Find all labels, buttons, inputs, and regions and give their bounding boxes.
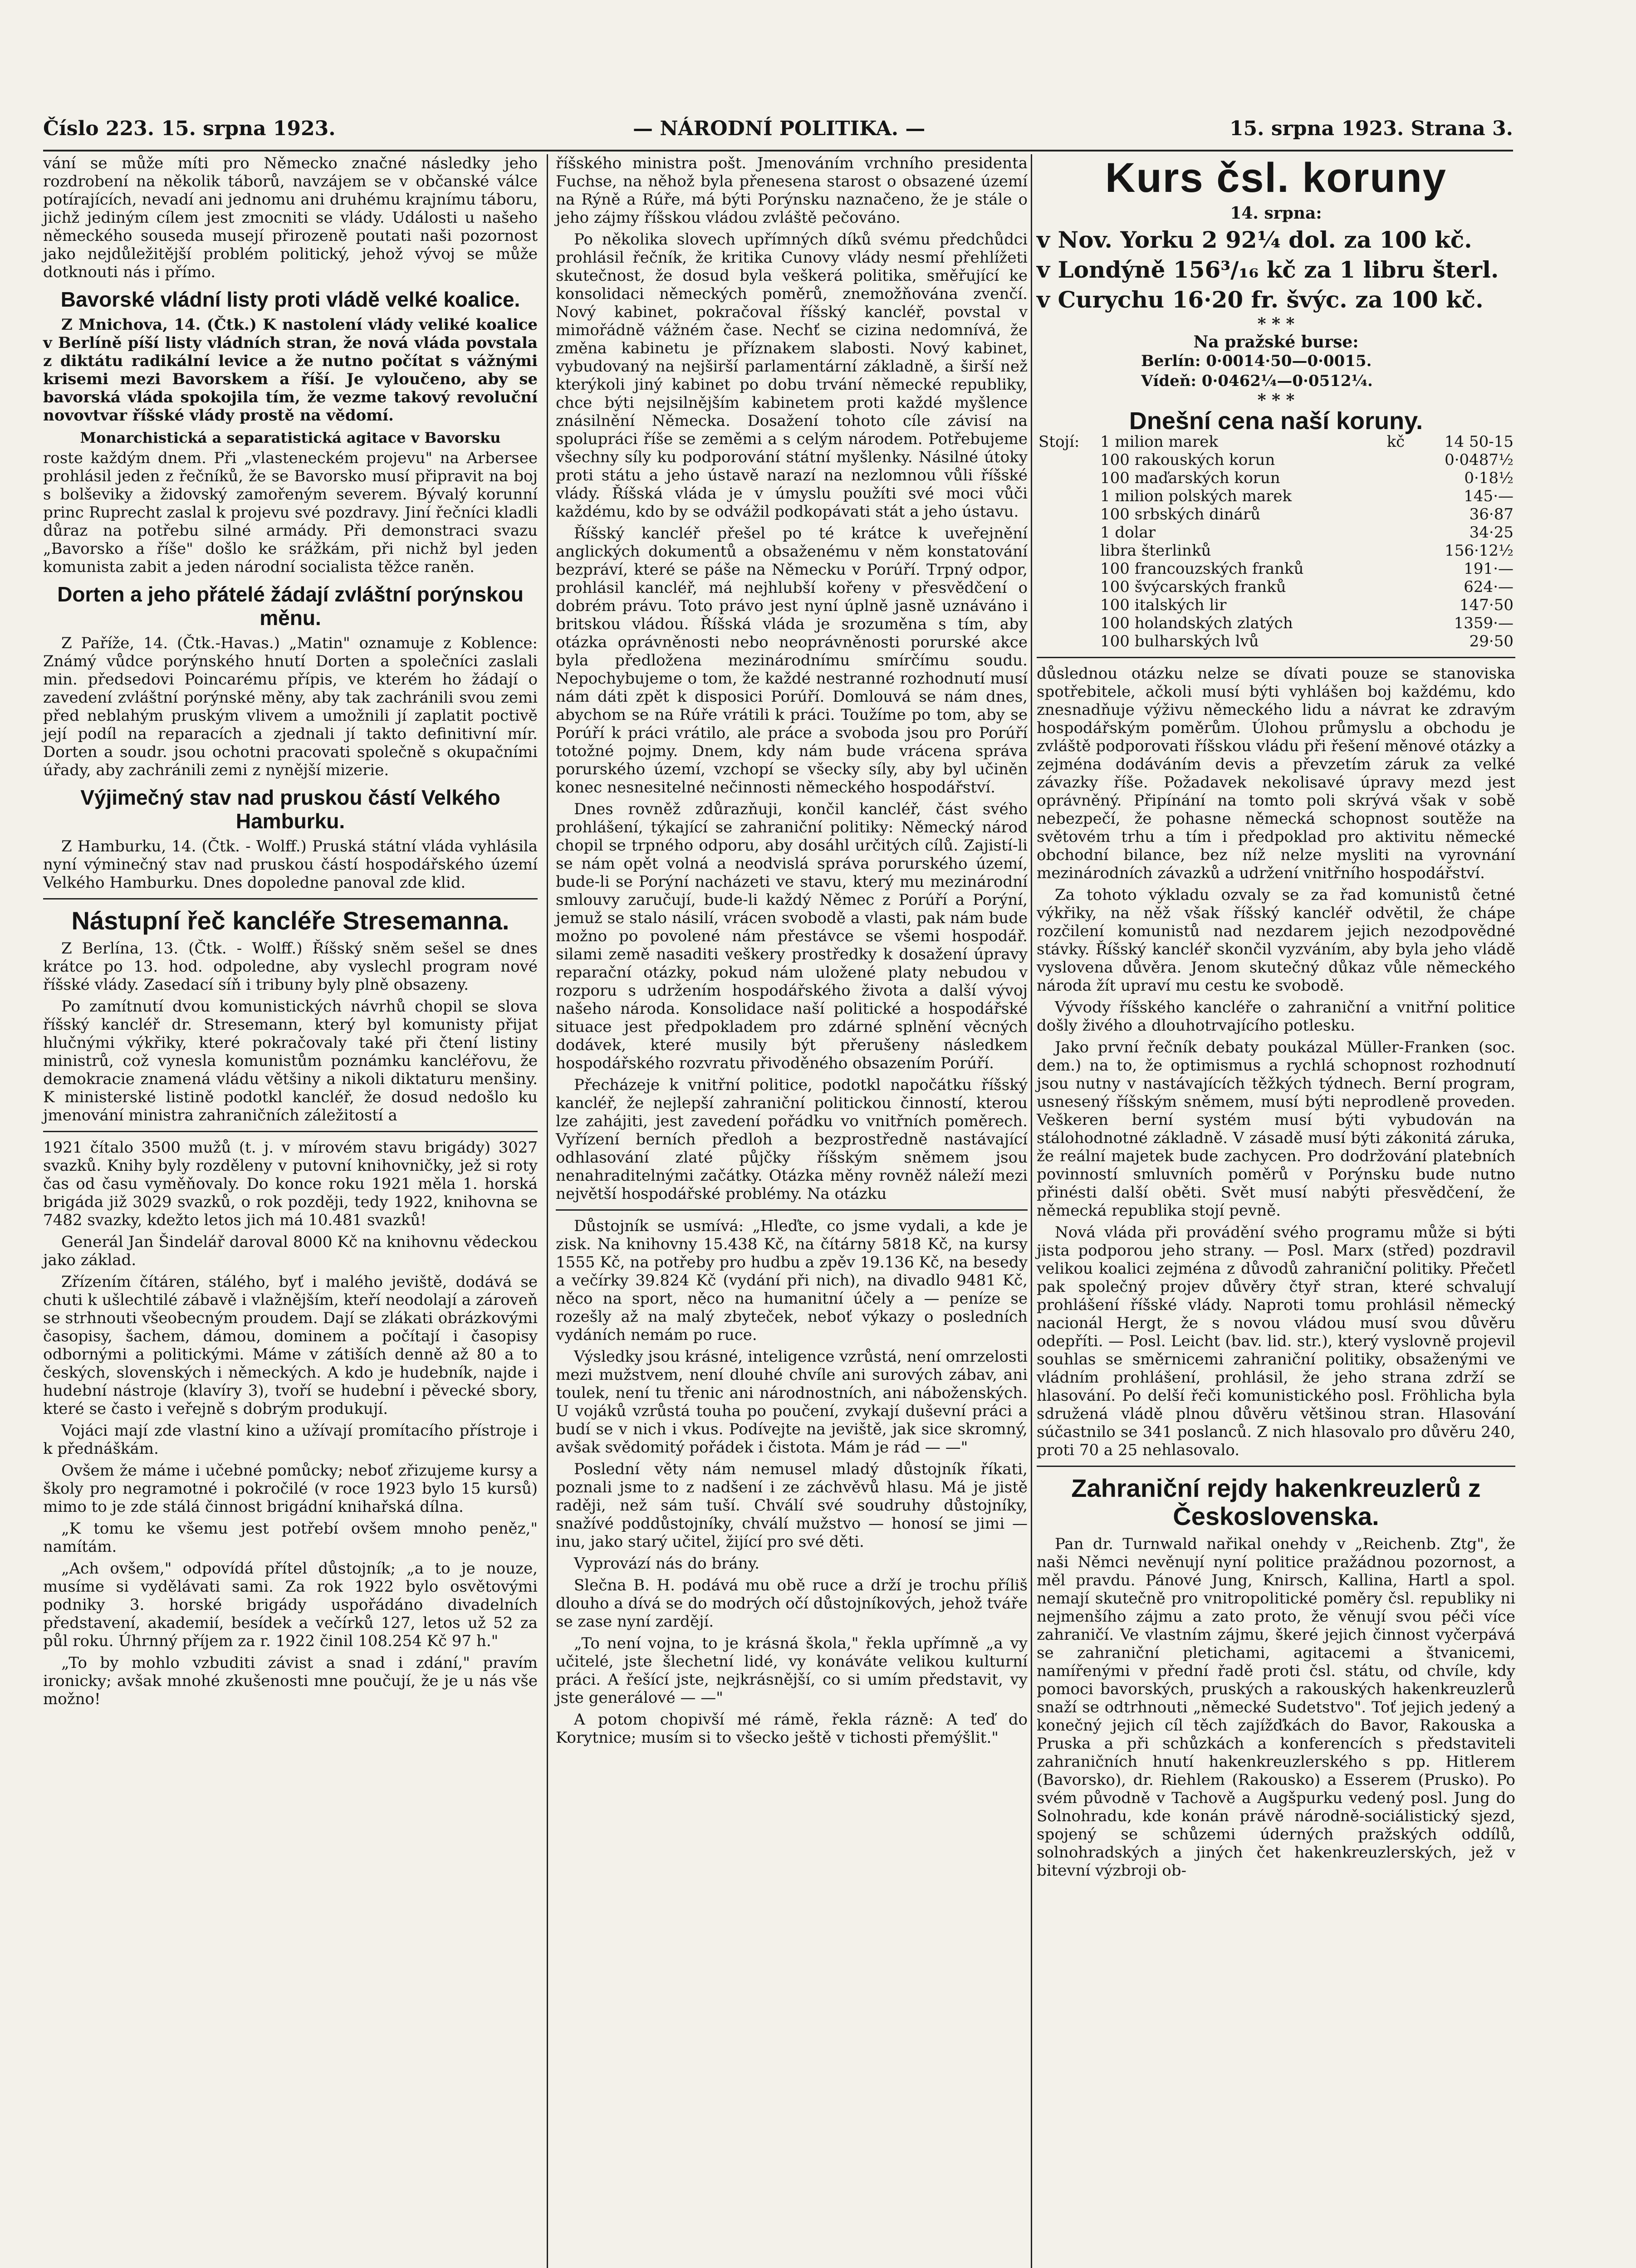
headline: Zahraniční rejdy hakenkreuzlerů z Československa. xyxy=(1071,1474,1481,1530)
subheadline: Monarchistická a separatistická agitace v Bavorsku xyxy=(80,429,501,446)
rates-item: 100 švýcarských franků xyxy=(1100,578,1286,596)
rates-item: 100 francouzských franků xyxy=(1100,560,1304,578)
rates-row xyxy=(1037,433,1515,451)
column-3 xyxy=(1037,154,1515,1883)
header-date-page: 15. srpna 1923. Strana 3. xyxy=(1229,117,1513,140)
paragraph: „To by mohlo vzbuditi závist a snad i zdání," pravím ironicky; avšak mnohé zkušenosti mne poučují, že je u nás vše možno! xyxy=(43,1654,538,1708)
rates-stoji xyxy=(1037,578,1098,596)
column-rule xyxy=(547,154,548,2268)
rates-item: libra šterlinků xyxy=(1100,542,1211,560)
rates-value: 624·— xyxy=(1464,578,1514,596)
paragraph: Jako první řečník debaty poukázal Müller-Franken (soc. dem.) na to, že optimismus a rychlá schopnost rozhodnutí jsou nutny v nastávajících těžkých týdnech. Berní program, usnesený říšským sněmem, musí býti neprodleně proveden. Veškeren berní systém musí býti vybudován na stálohodnotné základně. V zásadě musí býti zákonitá záruka, že reální majetek bude zachycen. Pro dodržování platebních povinností smluvních poměrů v Porýnsku bude nutno přinésti další oběti. Svět musí nabýti přesvědčení, že německá republika stojí pevně. xyxy=(1037,1038,1515,1220)
rates-value: 14 50-15 xyxy=(1444,433,1514,451)
rates-stoji xyxy=(1037,487,1098,505)
paragraph: Důstojník se usmívá: „Hleďte, co jsme vydali, a kde je zisk. Na knihovny 15.438 Kč, na čítárny 5818 Kč, na kursy 1555 Kč, na potřeby pro hudbu a zpěv 19.136 Kč, na besedy a večírky 39.824 Kč (vydání při nich), na divadlo 9481 Kč, něco na sport, něco na humanitní účely a — peníze se rozešly až na malý zbyteček, neboť výkazy o posledních vydáních nemám po ruce. xyxy=(556,1217,1028,1344)
rates-value: 1359·— xyxy=(1454,614,1514,632)
exchange-rate-line: v Nov. Yorku 2 92¼ dol. za 100 kč. xyxy=(1037,226,1472,253)
paragraph: 1921 čítalo 3500 mužů (t. j. v mírovém stavu brigády) 3027 svazků. Knihy byly rozděleny v putovní knihovničky, jež si roty čas od času vyměňovaly. Do konce roku 1921 měla 1. horská brigáda již 3029 svazků, o rok později, tedy 1922, knihovna se 7482 svazky, kdežto letos jich má 10.481 svazků! xyxy=(43,1139,538,1229)
paragraph: Přecházeje k vnitřní politice, podotkl napočátku říšský kancléř, že nejlepší zahraniční politickou činností, kterou lze zahájiti, jest zavedení pořádku vo vnitřních poměrech. Vyřízení berních předloh a bezprostředně nastávající odhlasování zlaté půjčky říšským sněmem jsou nenahraditelnými začátky. Otázka měny rovněž náleží mezi největší hospodářské problémy. Na otázku xyxy=(556,1076,1028,1203)
rates-value: 34·25 xyxy=(1469,523,1514,542)
paragraph: Generál Jan Šindelář daroval 8000 Kč na knihovnu vědeckou jako základ. xyxy=(43,1233,538,1269)
page-header xyxy=(43,109,1513,152)
rates-row xyxy=(1037,505,1515,523)
rates-stoji xyxy=(1037,505,1098,523)
paragraph: Výsledky jsou krásné, inteligence vzrůstá, není omrzelosti mezi mužstvem, není dlouhé chvíle ani surových zábav, ani toulek, není tu třenic ani národnostních, ani náboženských. U vojáků vzrůstá touha po poučení, zvykají duševní práci a budí se v nich i vkus. Podívejte na jeviště, jak sice skromný, avšak svědomitý pořádek i čistota. Mám je rád — —" xyxy=(556,1348,1028,1457)
rates-value: 191·— xyxy=(1464,560,1514,578)
paragraph: Po zamítnutí dvou komunistických návrhů chopil se slova říšský kancléř dr. Stresemann, který byl komunisty přijat hlučnými výkřiky, které pokračovaly také při čtení listiny ministrů, což vynesla komunistům poznámku kancléřovu, že demokracie znamená vládu většiny a nikoli diktaturu menšiny. K ministerské listině podotkl kancléř, že dosud nedošlo ku jmenování ministra zahraničních záležitostí a xyxy=(43,997,538,1124)
paragraph: Z Mnichova, 14. (Čtk.) K nastolení vlády veliké koalice v Berlíně píší listy vládních stran, že nová vláda povstala z diktátu radikální levice a že nutno počítat s vážnými krisemi mezi Bavorskem a říší. Je vyloučeno, aby se bavorská vláda spokojila tím, že vezme takový revoluční novovtvar říšské vlády prostě na vědomí. xyxy=(43,316,538,425)
rates-value: 29·50 xyxy=(1469,632,1514,650)
rates-stoji xyxy=(1037,632,1098,650)
rates-unit xyxy=(1385,596,1415,614)
rates-value: 36·87 xyxy=(1469,505,1514,523)
paragraph: Z Paříže, 14. (Čtk.-Havas.) „Matin" oznamuje z Koblence: Známý vůdce porýnského hnutí Dorten a společníci zaslali min. předsedovi Poincarému přípis, ve kterém ho žádají o zavedení zvláštní porýnské měny, aby tak zachránili svou zemi před neblahým pruským vlivem a umožnili jí zaplatit poctivě její podíl na reparacích a zjednali jí takto definitivní mír. Dorten a soudr. jsou ochotni pracovati společně s okupačními úřady, aby zachránili zemi z nynější mizerie. xyxy=(43,634,538,779)
column-rule xyxy=(1031,154,1032,2268)
divider xyxy=(43,898,538,899)
rates-item: 100 rakouských korun xyxy=(1100,451,1275,469)
burse-title: Na pražské burse: xyxy=(1193,332,1359,352)
paragraph: Pan dr. Turnwald nařikal onehdy v „Reichenb. Ztg", že naši Němci nevěnují nyní politice pražádnou pozornost, a měl pravdu. Pánové Jung, Knirsch, Kallina, Hartl a spol. nemají skutečně pro vnitropolitické poměry čsl. republiky ni nejmenšího zájmu a zato proto, že věnují svou péči více zahraničí. Ve vlastním zájmu, škeré jejich činnost vyčerpává se zahraniční pletichami, agitacemi a štvanicemi, namířenými v přední řadě proti čsl. státu, od chvíle, kdy pomoci bavorských, pruských a rakouských hakenkreuzlerů snaží se odtrhnouti „německé Sudetstvo". Toť jejich jedený a konečný jejich cíl těch zajížďkách do Bavor, Rakouska a Pruska a při schůzkách a konferencích s představiteli zahraničních hnutí hakenkreuzlerského s pp. Hitlerem (Bavorsko), dr. Riehlem (Rakousko) a Esserem (Prusko). Po svém původně v Tachově a Augšpurku vedený posl. Jung do Solnohradu, kde konán právě národně-sociálistický sjezd, spojený se schůzemi úderných pražských oddílů, solnohradských a jiných čet hakenkreuzlerských, jež v bitevní výzbroji ob- xyxy=(1037,1535,1515,1880)
rates-unit xyxy=(1385,487,1415,505)
rates-item: 100 bulharských lvů xyxy=(1100,632,1259,650)
paragraph: roste každým dnem. Při „vlasteneckém projevu" na Arbersee prohlásil jeden z řečníků, že se Bavorsko musí připravit na boj s bolševiky a židovský zamořeným severem. Bývalý korunní princ Ruprecht zaslal k projevu své pozdravy. Jiní řečníci kladli důraz na potřebu silné armády. Při demonstraci svazu „Bavorsko a říše" došlo ke srážkám, při nichž byl jeden komunista zabit a jeden národní socialista těžce raněn. xyxy=(43,449,538,576)
rates-item: 100 italských lir xyxy=(1100,596,1227,614)
rates-stoji xyxy=(1037,596,1098,614)
rates-value: 145·— xyxy=(1464,487,1514,505)
rates-unit xyxy=(1385,560,1415,578)
paragraph: „K tomu ke všemu jest potřebí ovšem mnoho peněz," namítám. xyxy=(43,1520,538,1556)
paragraph: Vojáci mají zde vlastní kino a užívají promítacího přístroje i k přednáškám. xyxy=(43,1422,538,1458)
paragraph: „To není vojna, to je krásná škola," řekla upřímně „a vy učitelé, jste šlechetní lidé, vy konáváte velikou kulturní práci. A řešící jste, nejkrásnější, co si umím představit, vy jste generálové — —" xyxy=(556,1634,1028,1707)
column-2 xyxy=(556,154,1028,1750)
currency-box-date: 14. srpna: xyxy=(1230,204,1322,223)
paragraph: Říšský kancléř přešel po té krátce k uveřejnění anglických dokumentů a obsaženému v něm konstatování bezpráví, které se páše na Německu v Porúří. Trpný odpor, prohlásil kancléř, má nejhlubší kořeny v přesvědčení o dobrém právu. Toto právo jest nyní úplně jasně uznáváno i britskou vládou. Říšská vláda je srozuměna s tím, aby otázka oprávněnosti nebo neoprávněnosti porurské akce byla předložena mezinárodnímu smírčímu soudu. Nepochybujeme o tom, že každé nestranné rozhodnutí musí nám dáti zpět k disposici Porúří. Domlouvá se nám dnes, abychom se na Rúře vrátili k práci. Toužíme po tom, aby se Porúří k práci vrátilo, ale práce a svoboda jsou pro Porúří totožné pojmy. Dnem, kdy nám bude vrácena správa porurského území, vzchopí se všecky síly, aby byl učiněn konec nesnesitelné nečinnosti německého hospodářství. xyxy=(556,524,1028,797)
rates-unit: kč xyxy=(1386,433,1405,451)
burse-line: Berlín: 0·0014·50—0·0015. xyxy=(1141,352,1372,370)
divider xyxy=(556,1209,1028,1211)
divider xyxy=(43,1131,538,1132)
headline: Bavorské vládní listy proti vládě velké koalice. xyxy=(60,288,520,311)
rates-row xyxy=(1037,596,1515,614)
column-1 xyxy=(43,154,538,1712)
paragraph: „Ach ovšem," odpovídá přítel důstojník; „a to je nouze, musíme si vydělávati sami. Za rok 1922 bylo osvětovými podniky 3. horské brigády uspořádáno divadelních představení, akademií, besídek a večírků 127, letos už 52 za půl roku. Úhrnný příjem za r. 1922 činil 108.254 Kč 97 h." xyxy=(43,1559,538,1650)
rates-unit xyxy=(1385,614,1415,632)
rates-row xyxy=(1037,578,1515,596)
rates-value: 147·50 xyxy=(1460,596,1514,614)
rates-row xyxy=(1037,542,1515,560)
paragraph: Vývody říšského kancléře o zahraniční a vnitřní politice došly živého a dlouhotrvajícího potlesku. xyxy=(1037,998,1515,1035)
paragraph: Nová vláda při provádění svého programu může si býti jista podporou jeho strany. — Posl. Marx (střed) pozdravil velikou koalici zejména z důvodů zahraniční politiky. Přečetl pak společný projev důvěry čtyř stran, které schvalují prohlášení říšské vlády. Naproti tomu prohlásil německý nacionál Hergt, že s novou vládou musí svou důvěru odepříti. — Posl. Leicht (bav. lid. str.), který vyslovně projevil souhlas se směrnicemi zahraniční politiky, obsaženými ve vládním prohlášení, prohlásil, že jeho strana zdrží se hlasování. Po delší řeči komunistického posl. Fröhlicha byla sdružená vládě plnou důvěru většinou stran. Hlasování súčastnilo se 341 poslanců. Z nich hlasovalo pro důvěru 240, proti 70 a 25 nehlasovalo. xyxy=(1037,1223,1515,1459)
rates-item: 1 dolar xyxy=(1100,523,1156,542)
rates-stoji xyxy=(1037,560,1098,578)
header-issue: Číslo 223. 15. srpna 1923. xyxy=(43,117,336,140)
currency-box-title: Kurs čsl. koruny xyxy=(1105,155,1447,201)
rates-value: 156·12½ xyxy=(1445,542,1514,560)
rates-unit xyxy=(1385,578,1415,596)
paragraph: Z Hamburku, 14. (Čtk. - Wolff.) Pruská státní vláda vyhlásila nyní výminečný stav nad pruskou částí hospodářského území Velkého Hamburku. Dnes dopoledne panoval zde klid. xyxy=(43,837,538,892)
paragraph: říšského ministra pošt. Jmenováním vrchního presidenta Fuchse, na něhož byla přenesena starost o obsazené území na Rýně a Rúře, má býti Porýnsku naznačeno, že je stále o jeho zájmy říšskou vládou zvláště pečováno. xyxy=(556,154,1028,227)
rates-stoji xyxy=(1037,451,1098,469)
rates-stoji xyxy=(1037,542,1098,560)
rates-row xyxy=(1037,487,1515,505)
paragraph: Dnes rovněž zdůrazňuji, končil kancléř, část svého prohlášení, týkající se zahraniční politiky: Německý národ chopil se trpného odporu, aby dosáhl určitých cílů. Zajistí-li se nám opět volná a neodvislá správa porurského území, bude-li se Porýní nacházeti ve stavu, který mu mezinárodní smlouvy zaručují, bude-li každý Němec z Porúří a Porýní, jemuž se stalo násilí, vrácen svobodě a vlasti, pak nám bude možno po povolené nám přestávce se všemi hospodář. silami země nasaditi veškery prostředky k dosažení úpravy reparační otázky, pokud nám uložené platy nebudou v rozporu s udržením hospodářského života a další vývoj našeho národa. Konsolidace naší politické a hospodářské situace jest předpokladem pro zdárné splnění věcných dodávek, které musily být přerušeny následkem hospodářského rozvratu přivoděného obsazením Porúří. xyxy=(556,800,1028,1072)
header-masthead: — NÁRODNÍ POLITIKA. — xyxy=(633,117,926,140)
rates-row xyxy=(1037,469,1515,487)
separator-stars: * * * xyxy=(1257,391,1295,410)
currency-box xyxy=(1037,154,1515,658)
divider xyxy=(1037,1466,1515,1467)
rates-row xyxy=(1037,614,1515,632)
paragraph: Vyprovází nás do brány. xyxy=(574,1554,760,1573)
paragraph: Ovšem že máme i učebné pomůcky; neboť zřizujeme kursy a školy pro negramotné i pokročilé (v roce 1923 bylo 15 kursů) mimo to je zde stálá činnost brigádní knihařská dílna. xyxy=(43,1461,538,1516)
headline: Dorten a jeho přátelé žádají zvláštní porýnskou měnu. xyxy=(57,582,524,630)
rates-value: 0·18½ xyxy=(1464,469,1514,487)
rates-row xyxy=(1037,451,1515,469)
rates-item: 1 milion polských marek xyxy=(1100,487,1292,505)
paragraph: Za tohoto výkladu ozvaly se za řad komunistů četné výkřiky, na něž však říšský kancléř odvětil, že chápe rozčilení komunistů nad nezdarem jejich nezodpovědné stávky. Říšský kancléř skončil vyzváním, aby byla jeho vládě vyslovena důvěra. Jenom skutečný důkaz vůle německého národa žít upraví mu cestu ke svobodě. xyxy=(1037,886,1515,995)
rates-item: 1 milion marek xyxy=(1100,433,1218,451)
rates-stoji xyxy=(1037,469,1098,487)
rates-title: Dnešní cena naší koruny. xyxy=(1129,407,1423,435)
rates-item: 100 srbských dinárů xyxy=(1100,505,1261,523)
rates-stoji: Stojí: xyxy=(1038,433,1080,451)
burse-line: Vídeň: 0·0462¼—0·0512¼. xyxy=(1141,372,1373,390)
headline: Výjimečný stav nad pruskou částí Velkého Hamburku. xyxy=(80,786,500,833)
headline: Nástupní řeč kancléře Stresemanna. xyxy=(71,906,509,935)
rates-unit xyxy=(1385,542,1415,560)
paragraph: A potom chopivší mé rámě, řekla rázně: A teď do Korytnice; musím si to všecko ještě v tichosti přemýšlit." xyxy=(556,1711,1028,1747)
rates-item: 100 holandských zlatých xyxy=(1100,614,1293,632)
exchange-rate-line: v Curychu 16·20 fr. švýc. za 100 kč. xyxy=(1037,286,1484,313)
exchange-rate-line: v Londýně 156³/₁₆ kč za 1 libru šterl. xyxy=(1037,256,1499,283)
rates-unit xyxy=(1385,451,1415,469)
rates-unit xyxy=(1385,632,1415,650)
paragraph: důslednou otázku nelze se dívati pouze se stanoviska spotřebitele, ačkoli musí býti vyhlášen boj každému, kdo znesnadňuje výživu německého lidu a návrat ke zdravým hospodářským poměrům. Úlohou průmyslu a obchodu je zvláště podporovati říšskou vládu při řešení měnové otázky a zejména dodáváním devis a převzetím záruk za velké závazky říše. Požadavek nekolisavé úpravy mezd jest oprávněný. Připínání na tomto poli skrývá však v sobě nebezpečí, že pohasne německá schopnost soutěže na světovém trhu a tím i předpoklad pro aktivitu německé obchodní bilance, bez níž nelze mysliti na vyrovnání mezinárodních závazků a udržení vnitřního hospodářství. xyxy=(1037,665,1515,882)
rates-row xyxy=(1037,632,1515,650)
separator-stars: * * * xyxy=(1257,314,1295,333)
paragraph: vání se může míti pro Německo značné následky jeho rozdrobení na několik táborů, navzájem se v občanské válce potírajících, nevadí ani jednomu ani druhému krajnímu táboru, jichž jediným cílem jest zmocniti se vlády. Události u našeho německého souseda musejí přirozeně poutati naši pozornost jako nejdůležitější problém politický, jehož vývoj se může dotknouti nás i přímo. xyxy=(43,154,538,281)
rates-unit xyxy=(1385,523,1415,542)
paragraph: Slečna B. H. podává mu obě ruce a drží je trochu příliš dlouho a dívá se do modrých očí důstojníkových, jehož tváře se zase nyní zardějí. xyxy=(556,1576,1028,1631)
rates-row xyxy=(1037,560,1515,578)
rates-row xyxy=(1037,523,1515,542)
rates-table xyxy=(1037,433,1515,650)
paragraph: Poslední věty nám nemusel mladý důstojník říkati, poznali jsme to z nadšení i ze záchvěvů hlasu. Má je jistě raději, než sám tuší. Chválí své soudruhy důstojníky, snažívé poddůstojníky, chválí mužstvo — honosí se jimi — inu, jako starý učitel, žijící pro své děti. xyxy=(556,1460,1028,1551)
rates-unit xyxy=(1385,469,1415,487)
paragraph: Po několika slovech upřímných díků svému předchůdci prohlásil řečník, že kritika Cunovy vlády nesmí přehlížeti skutečnost, že dosud byla veškerá politika, směřující ke konsolidaci německých poměrů, znemožňována zvenčí. Nový kabinet, pokračoval říšský kancléř, povstal v mimořádně vážném čase. Nechť se cizina nedomnívá, že změna kabinetu je příznakem slabosti. Nový kabinet, vybudovaný na nejširší parlamentární základně, a širší než kterýkoli jiný kabinet po dobu trvání německé republiky, chce býti nejsilnějším kabinetem proti každé myšlence znásilnění Německa. Dosažení tohoto cíle závisí na spolupráci říše se zeměmi a s celým národem. Potřebujeme všechny síly ku podporování státní myšlenky. Násilné útoky proti státu a jeho ústavě narazí na nezlomnou vůli říšské vlády. Říšská vláda je v úmyslu použíti své moci vůči každému, kdo by se odvážil podkopávati stát a jeho ústavu. xyxy=(556,230,1028,521)
rates-stoji xyxy=(1037,614,1098,632)
paragraph: Zřízením čítáren, stálého, byť i malého jeviště, dodává se chuti k ušlechtilé zábavě i vlažnějším, kteří neodolají a zároveň se strhnouti všeobecným proudem. Dají se zlákati obrázkovými časopisy, šachem, dámou, dominem a počítají i časopisy odbornými a politickými. Máme v zátiších denně až 80 a to českých, slovenských i německých. A kdo je hudebník, najde i hudební nástroje (klavíry 3), tvoří se hudební i pěvecké sbory, které se často i veřejně s dobrým produkují. xyxy=(43,1273,538,1418)
paragraph: Z Berlína, 13. (Čtk. - Wolff.) Říšský sněm sešel se dnes krátce po 13. hod. odpoledne, aby vyslechl program nové říšské vlády. Zasedací síň i tribuny byly plně obsazeny. xyxy=(43,939,538,994)
rates-unit xyxy=(1385,505,1415,523)
rates-item: 100 maďarských korun xyxy=(1100,469,1280,487)
rates-stoji xyxy=(1037,523,1098,542)
rates-value: 0·0487½ xyxy=(1445,451,1514,469)
